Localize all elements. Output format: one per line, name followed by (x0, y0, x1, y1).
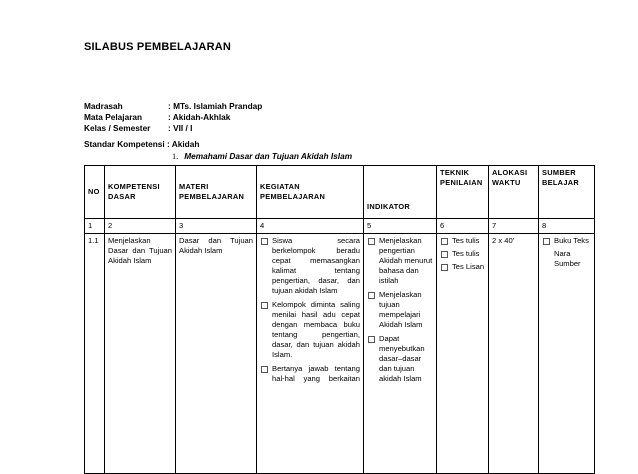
table-header-row (85, 166, 595, 219)
header-materi-pembelajaran: MATERI PEMBELAJARAN (176, 166, 257, 219)
teknik-text: Tes tulis (452, 249, 480, 258)
kegiatan-text: Bertanya jawab tentang hal-hal yang berkaitan (272, 364, 360, 383)
standar-kompetensi-item (172, 151, 352, 161)
info-row-madrasah (84, 101, 262, 112)
header-alokasi-waktu: ALOKASI WAKTU (489, 166, 539, 219)
list-item (440, 262, 485, 272)
kegiatan-text: Siswa secara berkelompok beradu cepat memasangkan kalimat tentang pengertian, dasar, dan tujuan akidah Islam (272, 236, 360, 295)
header-no: NO (85, 166, 105, 219)
column-number: 8 (539, 219, 595, 234)
checkbox-bullet-icon (261, 302, 268, 309)
header-kegiatan-pembelajaran: KEGIATAN PEMBELAJARAN (257, 166, 364, 219)
info-label: Mata Pelajaran (84, 112, 143, 122)
header-teknik-penilaian: TEKNIK PENILAIAN (437, 166, 489, 219)
header-indikator: INDIKATOR (364, 166, 437, 219)
row-alokasi-waktu: 2 x 40' (489, 234, 539, 474)
column-number: 1 (85, 219, 105, 234)
checkbox-bullet-icon (543, 238, 550, 245)
column-number: 3 (176, 219, 257, 234)
teknik-text: Tes tulis (452, 236, 480, 245)
list-item (367, 334, 433, 384)
list-item (440, 236, 485, 246)
checkbox-bullet-icon (261, 238, 268, 245)
checkbox-bullet-icon (261, 366, 268, 373)
silabus-table (84, 165, 595, 474)
row-materi-pembelajaran: Dasar dan Tujuan Akidah Islam (176, 234, 257, 474)
list-item (260, 364, 360, 384)
document-info (84, 101, 262, 134)
row-indikator (364, 234, 437, 474)
indikator-text: Menjelaskan tujuan mempelajari Akidah Islam (379, 290, 423, 329)
row-no: 1.1 (85, 234, 105, 474)
teknik-text: Tes Lisan (452, 262, 485, 271)
checkbox-bullet-icon (368, 292, 375, 299)
row-sumber-belajar (539, 234, 595, 474)
checkbox-bullet-icon (368, 238, 375, 245)
indikator-text: Dapat menyebutkan dasar–dasar dan tujuan akidah Islam (379, 334, 425, 383)
column-number: 5 (364, 219, 437, 234)
column-number-row (85, 219, 595, 234)
info-row-kelas-semester (84, 123, 262, 134)
column-number: 6 (437, 219, 489, 234)
standar-kompetensi: Standar Kompetensi : Akidah (84, 139, 200, 149)
page-title: SILABUS PEMBELAJARAN (84, 41, 232, 53)
row-kompetensi-dasar: Menjelaskan Dasar dan Tujuan Akidah Islam (105, 234, 176, 474)
checkbox-bullet-icon (368, 336, 375, 343)
list-item (260, 236, 360, 296)
kegiatan-text: Kelompok diminta saling menilai hasil adu cepat dengan membaca buku tentang pengertian, dasar, dan tujuan akidah Islam. (272, 300, 360, 359)
info-row-mata-pelajaran (84, 112, 262, 123)
indikator-text: Menjelaskan pengertian Akidah menurut bahasa dan istilah (379, 236, 433, 285)
list-item (367, 236, 433, 286)
info-value: : MTs. Islamiah Prandap (168, 101, 263, 111)
list-item (542, 236, 591, 246)
list-item (440, 249, 485, 259)
column-number: 2 (105, 219, 176, 234)
sumber-text: Nara Sumber (554, 249, 581, 268)
checkbox-bullet-icon (441, 238, 448, 245)
column-number: 7 (489, 219, 539, 234)
checkbox-bullet-icon (441, 264, 448, 271)
row-teknik-penilaian (437, 234, 489, 474)
header-sumber-belajar: SUMBER BELAJAR (539, 166, 595, 219)
info-label: Kelas / Semester (84, 123, 151, 133)
table-row (85, 234, 595, 474)
info-value: : VII / I (168, 123, 193, 133)
row-kegiatan-pembelajaran (257, 234, 364, 474)
checkbox-bullet-icon (441, 251, 448, 258)
list-item (260, 300, 360, 360)
info-value: : Akidah-Akhlak (168, 112, 231, 122)
header-kompetensi-dasar: KOMPETENSI DASAR (105, 166, 176, 219)
standar-item-text: Memahami Dasar dan Tujuan Akidah Islam (184, 151, 353, 161)
list-item (542, 249, 591, 269)
list-item (367, 290, 433, 330)
info-label: Madrasah (84, 101, 123, 111)
column-number: 4 (257, 219, 364, 234)
sumber-text: Buku Teks (554, 236, 589, 245)
standar-item-number: 1. (172, 152, 179, 161)
